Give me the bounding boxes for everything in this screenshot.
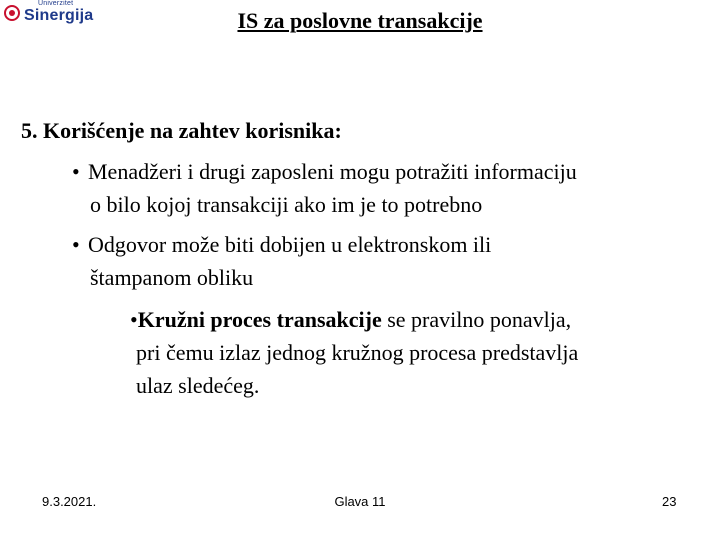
bullet-glyph: •: [72, 159, 80, 184]
bullet3-bold-term: Kružni proces transakcije: [137, 307, 382, 332]
bullet1-line1: Menadžeri i drugi zaposleni mogu potražiti informaciju: [88, 159, 577, 184]
logo-top-text: Univerzitet: [38, 0, 74, 7]
bullet-item-odgovor: [72, 228, 632, 294]
bullet2-line2: štampanom obliku: [90, 265, 254, 290]
footer-date: 9.3.2021.: [42, 494, 97, 509]
bullet-item-menadzeri: [72, 155, 717, 221]
bullet1-line2: o bilo kojoj transakciji ako im je to potrebno: [90, 192, 483, 217]
bullet3-line1-rest: se pravilno ponavlja,: [381, 307, 572, 332]
bullet3-line2: pri čemu izlaz jednog kružnog procesa predstavlja: [136, 340, 579, 365]
bullet2-line1: Odgovor može biti dobijen u elektronskom ili: [88, 232, 492, 257]
logo-main-text: Sinergija: [24, 7, 94, 24]
section-heading: 5. Korišćenje na zahtev korisnika:: [21, 118, 342, 143]
slide-title: IS za poslovne transakcije: [237, 8, 483, 33]
bullet-glyph: •: [72, 232, 80, 257]
bullet-item-kruzni-proces: [130, 303, 715, 402]
footer-chapter: Glava 11: [334, 494, 386, 509]
footer-page-number: 23: [662, 494, 677, 509]
bullet-glyph: •: [130, 307, 138, 332]
bullet3-line3: ulaz sledećeg.: [136, 373, 260, 398]
